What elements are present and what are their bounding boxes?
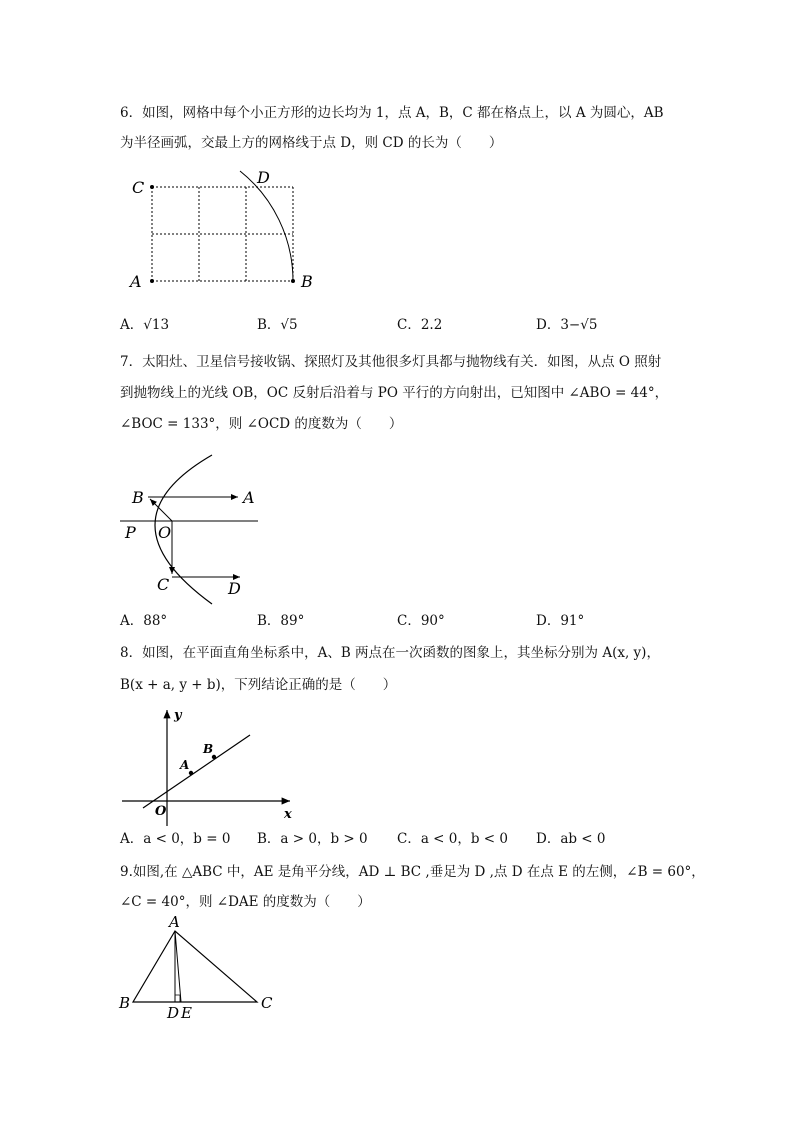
q6-label-B: B xyxy=(301,272,313,291)
q7-label-P: P xyxy=(125,523,136,542)
q7-label-C: C xyxy=(157,575,170,594)
q8-option-a: A．a < 0，b = 0 xyxy=(120,831,231,847)
q6-option-d: D．3−√5 xyxy=(536,317,598,333)
q7-text-line1: 7．太阳灶、卫星信号接收锅、探照灯及其他很多灯具都与抛物线有关．如图，从点 O 照射 xyxy=(120,354,662,370)
q8-label-A: A xyxy=(180,758,190,772)
q6-label-A: A xyxy=(130,272,142,291)
q9-label-C: C xyxy=(261,994,273,1012)
q8-option-c: C．a < 0，b < 0 xyxy=(397,831,508,847)
q7-label-B: B xyxy=(132,488,144,507)
q7-text-line3: ∠BOC = 133°，则 ∠OCD 的度数为（ ） xyxy=(120,416,403,432)
q6-text-line2: 为半径画弧，交最上方的网格线于点 D，则 CD 的长为（ ） xyxy=(120,135,503,151)
q7-label-O: O xyxy=(158,523,172,542)
q9-triangle xyxy=(133,931,257,1002)
q9-text-line1: 9.如图,在 △ABC 中，AE 是角平分线，AD ⊥ BC ,垂足为 D ,点 D 在点 E 的左侧，∠B = 60°， xyxy=(120,864,705,880)
q8-label-x: x xyxy=(284,807,292,822)
q9-label-E: E xyxy=(181,1004,192,1022)
q8-text-line1: 8．如图，在平面直角坐标系中，A、B 两点在一次函数的图象上，其坐标分别为 A(x, y)， xyxy=(120,645,660,661)
q7-label-A: A xyxy=(243,488,255,507)
q7-option-a: A．88° xyxy=(120,613,168,629)
q6-option-b: B．√5 xyxy=(257,317,298,333)
q9-label-D: D xyxy=(167,1004,180,1022)
q6-label-D: D xyxy=(257,168,270,187)
q6-label-C: C xyxy=(132,178,145,197)
q7-text-line2: 到抛物线上的光线 OB，OC 反射后沿着与 PO 平行的方向射出，已知图中 ∠ABO = 44°， xyxy=(120,385,669,401)
q8-option-d: D．ab < 0 xyxy=(536,831,606,847)
q9-label-B: B xyxy=(119,994,131,1012)
q7-option-d: D．91° xyxy=(536,613,585,629)
q8-text-line2: B(x + a, y + b)，下列结论正确的是（ ） xyxy=(120,677,397,693)
q7-option-b: B．89° xyxy=(257,613,305,629)
q9-text-line2: ∠C = 40°，则 ∠DAE 的度数为（ ） xyxy=(120,894,371,910)
q7-option-c: C．90° xyxy=(397,613,445,629)
q7-label-D: D xyxy=(228,579,241,598)
q6-option-a: A．√13 xyxy=(120,317,170,333)
q9-label-A: A xyxy=(169,913,180,931)
q8-label-y: y xyxy=(174,708,182,723)
q6-text-line1: 6．如图，网格中每个小正方形的边长均为 1，点 A，B，C 都在格点上，以 A 为圆心，AB xyxy=(120,105,664,121)
q6-option-c: C．2.2 xyxy=(397,317,443,333)
q8-option-b: B．a > 0，b > 0 xyxy=(257,831,368,847)
q8-label-O: O xyxy=(155,804,167,819)
q8-label-B: B xyxy=(203,742,214,756)
